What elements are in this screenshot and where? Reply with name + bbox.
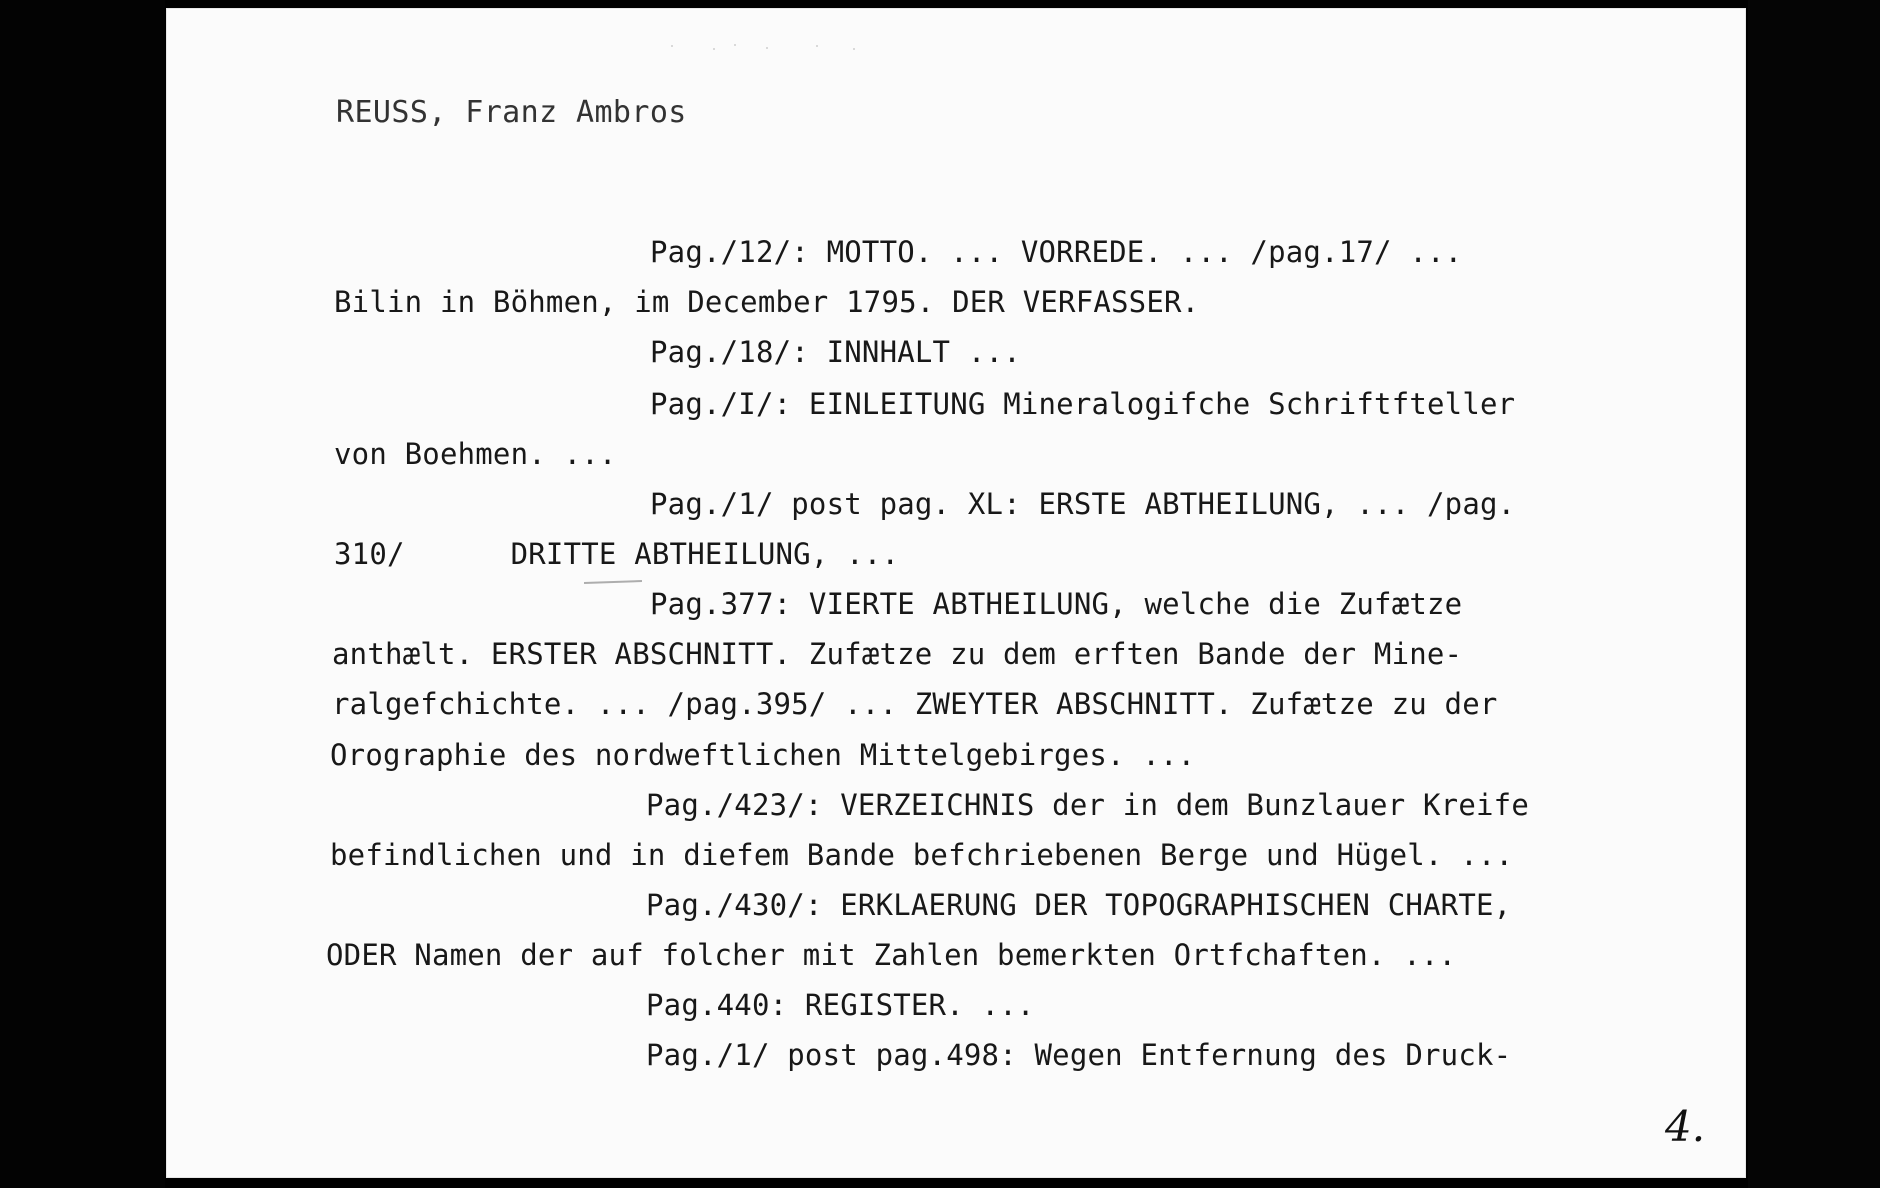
catalog-line-17: Pag./1/ post pag.498: Wegen Entfernung des Druck- bbox=[646, 1038, 1512, 1072]
catalog-line-4: Pag./I/: EINLEITUNG Mineralogifche Schriftfteller bbox=[650, 387, 1516, 421]
author-name: REUSS, Franz Ambros bbox=[336, 95, 687, 130]
scan-specks bbox=[671, 43, 891, 55]
catalog-line-1: Pag./12/: MOTTO. ... VORREDE. ... /pag.17/ ... bbox=[650, 235, 1463, 269]
catalog-line-9: anthælt. ERSTER ABSCHNITT. Zufætze zu dem erften Bande der Mine- bbox=[332, 637, 1463, 671]
catalog-line-10: ralgefchichte. ... /pag.395/ ... ZWEYTER ABSCHNITT. Zufætze zu der bbox=[332, 687, 1498, 721]
catalog-line-3: Pag./18/: INNHALT ... bbox=[650, 335, 1021, 369]
catalog-line-2: Bilin in Böhmen, im December 1795. DER VERFASSER. bbox=[334, 285, 1200, 319]
ink-smudge bbox=[584, 580, 642, 584]
catalog-line-5: von Boehmen. ... bbox=[334, 437, 617, 471]
scan-left-border bbox=[0, 0, 165, 1188]
page-number-mark: 4. bbox=[1665, 1102, 1706, 1151]
catalog-line-6: Pag./1/ post pag. XL: ERSTE ABTHEILUNG, ... /pag. bbox=[650, 487, 1516, 521]
catalog-line-7: 310/ DRITTE ABTHEILUNG, ... bbox=[334, 537, 900, 571]
catalog-line-16: Pag.440: REGISTER. ... bbox=[646, 988, 1035, 1022]
scan-right-border bbox=[1748, 0, 1880, 1188]
catalog-line-14: Pag./430/: ERKLAERUNG DER TOPOGRAPHISCHEN CHARTE, bbox=[646, 888, 1512, 922]
catalog-line-12: Pag./423/: VERZEICHNIS der in dem Bunzlauer Kreife bbox=[646, 788, 1529, 822]
catalog-line-11: Orographie des nordweftlichen Mittelgebirges. ... bbox=[330, 738, 1196, 772]
catalog-line-8: Pag.377: VIERTE ABTHEILUNG, welche die Zufætze bbox=[650, 587, 1463, 621]
catalog-line-13: befindlichen und in diefem Bande befchriebenen Berge und Hügel. ... bbox=[330, 838, 1514, 872]
catalog-line-15: ODER Namen der auf folcher mit Zahlen bemerkten Ortfchaften. ... bbox=[326, 938, 1457, 972]
index-card bbox=[166, 8, 1746, 1178]
